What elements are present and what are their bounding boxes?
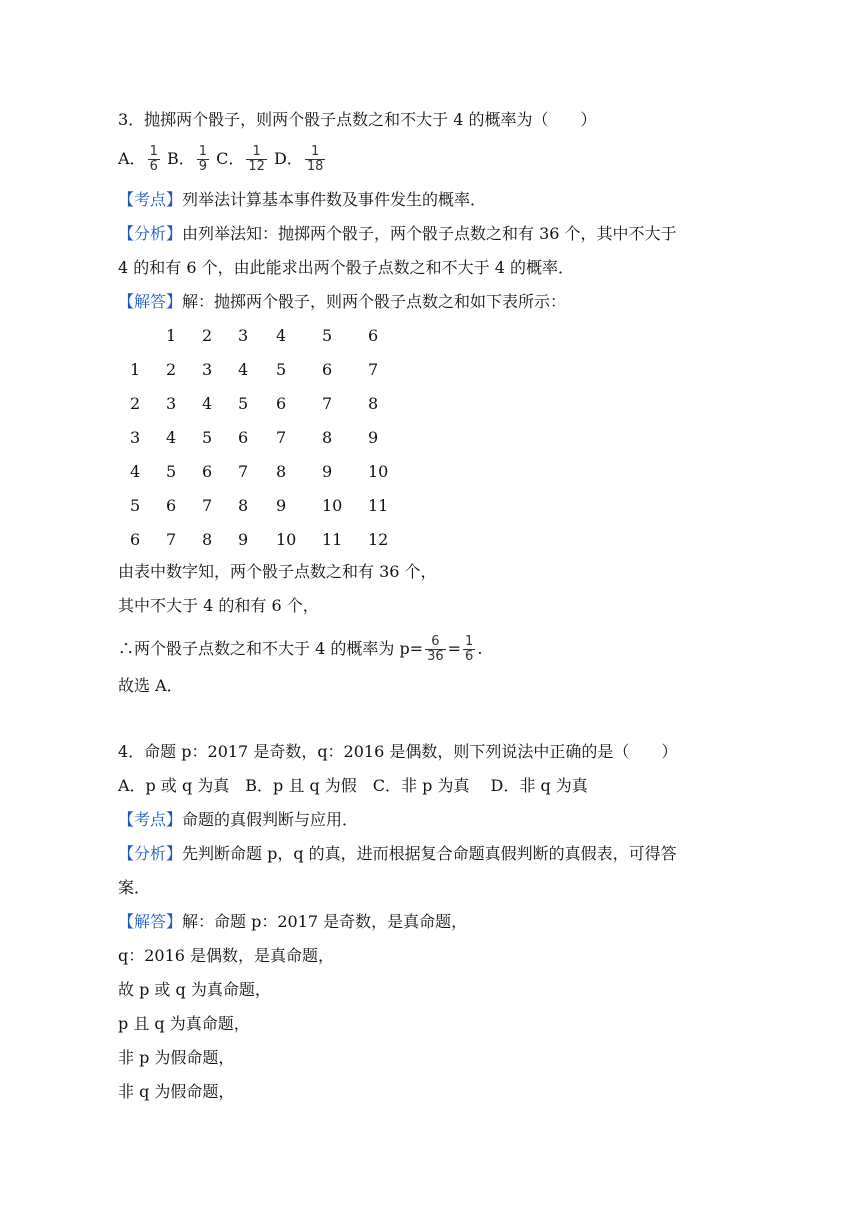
table-cell: 6 [166,496,177,515]
table-cell: 9 [322,462,333,481]
table-cell: 3 [130,428,141,447]
q3-fenxi-cont: 4 的和有 6 个，由此能求出两个骰子点数之和不大于 4 的概率． [118,258,574,277]
kaodian-tag: 【考点】 [118,190,183,209]
table-cell: 10 [368,462,389,481]
table-cell: 6 [322,360,333,379]
kaodian-tag: 【考点】 [118,810,183,829]
table-cell: 11 [368,496,389,515]
dice-sum-table [118,324,398,562]
kaodian-text: 列举法计算基本事件数及事件发生的概率． [182,190,487,209]
table-cell: 2 [166,360,177,379]
table-cell: 4 [166,428,177,447]
table-cell: 6 [202,462,213,481]
q3-option-b-fraction [197,145,209,174]
table-header-cell: 4 [276,326,287,345]
table-cell: 2 [130,394,141,413]
table-cell: 7 [166,530,177,549]
table-cell: 4 [202,394,213,413]
denominator: 36 [427,649,444,664]
result-fraction-2 [463,635,475,664]
table-header-cell: 3 [238,326,249,345]
result-period: . [477,639,483,658]
q3-option-d-label: D． [273,149,303,168]
q3-option-c-label: C． [216,149,245,168]
table-cell: 8 [368,394,379,413]
table-row [118,528,398,562]
table-cell: 8 [202,530,213,549]
table-cell: 1 [130,360,141,379]
table-header-cell: 1 [166,326,177,345]
q4-line: p 且 q 为真命题， [118,1014,250,1033]
jieda-tag: 【解答】 [118,912,183,931]
fenxi-tag: 【分析】 [118,224,183,243]
q3-result-line [118,632,482,666]
jieda-text: 解：抛掷两个骰子，则两个骰子点数之和如下表所示： [182,292,567,311]
table-header-cell: 5 [322,326,333,345]
numerator: 1 [198,144,207,159]
q3-jieda [118,292,566,312]
table-cell: 3 [202,360,213,379]
denominator: 6 [149,159,158,174]
table-cell: 6 [276,394,287,413]
denominator: 12 [248,159,265,174]
table-header-cell: 2 [202,326,213,345]
table-row [118,426,398,460]
table-row [118,358,398,392]
table-cell: 8 [322,428,333,447]
q3-option-d-fraction [305,145,326,174]
numerator: 1 [310,144,320,159]
q3-options [118,142,327,176]
q4-fenxi [118,844,677,864]
table-row [118,494,398,528]
fenxi-tag: 【分析】 [118,844,183,863]
q3-option-b-label: B． [166,149,195,168]
table-cell: 4 [238,360,249,379]
q3-option-a-label: A． [118,149,146,168]
q4-line: 非 p 为假命题， [118,1048,235,1067]
table-cell: 6 [130,530,141,549]
q3-fenxi [118,224,677,244]
q4-line: 故 p 或 q 为真命题， [118,980,271,999]
kaodian-text: 命题的真假判断与应用． [182,810,359,829]
table-cell: 7 [368,360,379,379]
q4-stem: 4．命题 p：2017 是奇数，q：2016 是偶数，则下列说法中正确的是（ ） [118,742,678,761]
q3-line-b: 其中不大于 4 的和有 6 个， [118,596,319,615]
q4-options: A．p 或 q 为真 B．p 且 q 为假 C．非 p 为真 D．非 q 为真 [118,776,588,795]
denominator: 6 [465,649,474,664]
q3-option-a-fraction [148,145,160,174]
numerator: 1 [252,144,261,159]
jieda-text: 解：命题 p：2017 是奇数，是真命题， [182,912,468,931]
table-cell: 7 [238,462,249,481]
table-cell: 7 [322,394,333,413]
table-cell: 9 [238,530,249,549]
table-cell: 4 [130,462,141,481]
table-cell: 3 [166,394,177,413]
q4-line: q：2016 是偶数，是真命题， [118,946,335,965]
table-cell: 7 [202,496,213,515]
result-text: ∴两个骰子点数之和不大于 4 的概率为 p= [118,639,424,658]
table-cell: 7 [276,428,287,447]
denominator: 18 [306,159,324,174]
table-cell: 9 [368,428,379,447]
numerator: 6 [431,634,440,649]
denominator: 9 [198,159,207,174]
q3-answer: 故选 A． [118,676,183,695]
fenxi-text: 由列举法知：抛掷两个骰子，两个骰子点数之和有 36 个，其中不大于 [182,224,677,243]
table-cell: 8 [276,462,287,481]
table-row [118,460,398,494]
table-cell: 5 [130,496,141,515]
q4-kaodian [118,810,358,830]
q3-line-a: 由表中数字知，两个骰子点数之和有 36 个， [118,562,437,581]
table-cell: 8 [238,496,249,515]
q4-jieda [118,912,467,932]
fenxi-text: 先判断命题 p，q 的真，进而根据复合命题真假判断的真假表，可得答 [182,844,677,863]
table-header-row [118,324,398,358]
table-row [118,392,398,426]
table-cell: 9 [276,496,287,515]
table-cell: 5 [202,428,213,447]
jieda-tag: 【解答】 [118,292,183,311]
table-cell: 5 [276,360,287,379]
table-header-cell: 6 [368,326,379,345]
q4-line: 非 q 为假命题， [118,1082,235,1101]
table-cell: 10 [322,496,343,515]
table-cell: 11 [322,530,343,549]
result-fraction-1 [425,635,446,664]
table-cell: 12 [368,530,389,549]
table-cell: 10 [276,530,297,549]
numerator: 1 [149,144,158,159]
q3-stem: 3．抛掷两个骰子，则两个骰子点数之和不大于 4 的概率为（ ） [118,110,597,129]
q4-fenxi-cont: 案． [118,878,151,897]
q3-kaodian [118,190,486,210]
table-cell: 5 [166,462,177,481]
table-cell: 6 [238,428,249,447]
q3-option-c-fraction [246,145,267,174]
table-cell: 5 [238,394,249,413]
equals-sign: = [447,639,462,658]
numerator: 1 [465,634,474,649]
